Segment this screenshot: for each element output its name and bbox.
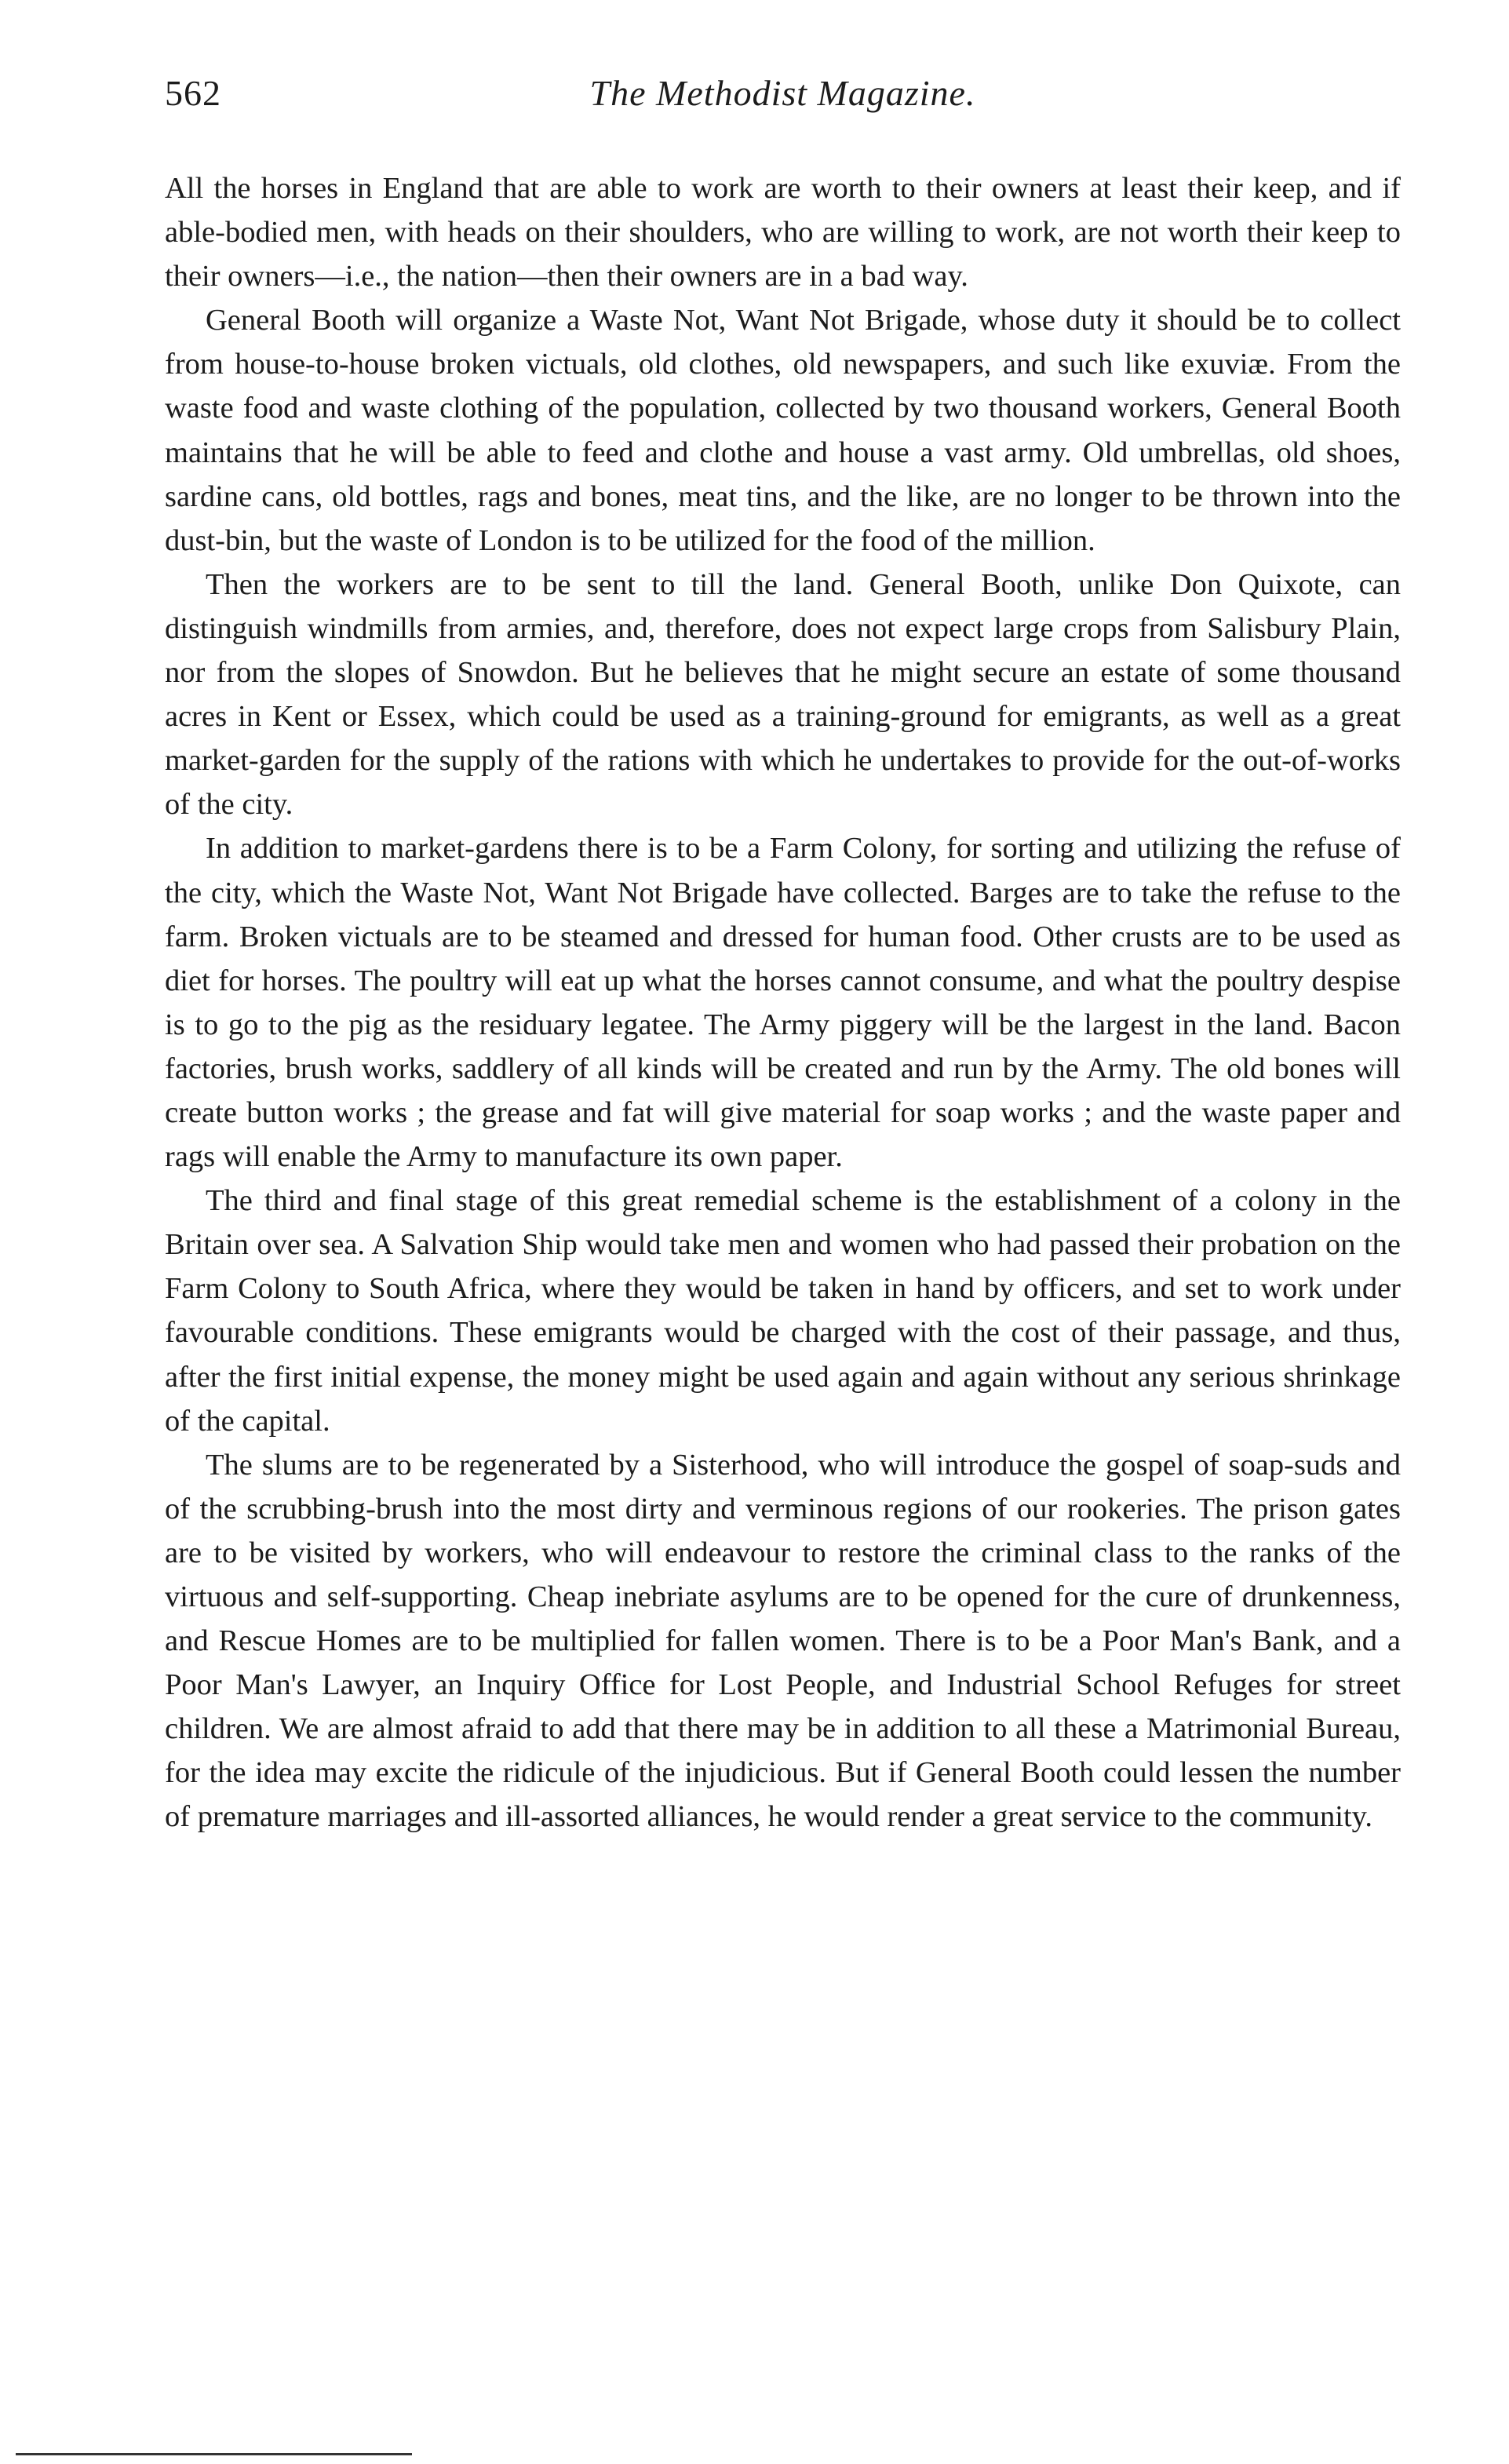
paragraph-6: The slums are to be regenerated by a Sisterhood, who will introduce the gospel of soap-suds and of the scrubbing-brush into the most dirty and verminous regions of our rookeries. The prison gates are to be visited by workers, who will endeavour to restore the criminal class to the ranks of the virtuous and self-supporting. Cheap inebriate asylums are to be opened for the cure of drunkenness, and Rescue Homes are to be multiplied for fallen women. There is to be a Poor Man's Bank, and a Poor Man's Lawyer, an Inquiry Office for Lost People, and Industrial School Refuges for street children. We are almost afraid to add that there may be in addition to all these a Matrimonial Bureau, for the idea may excite the ridicule of the injudicious. But if General Booth could lessen the number of premature marriages and ill-assorted alliances, he would render a great service to the community.: [165, 1448, 1401, 1834]
paragraph-4: In addition to market-gardens there is to be a Farm Colony, for sorting and utilizing the refuse of the city, which the Waste Not, Want Not Brigade have collected. Barges are to take the refuse to the farm. Broken victuals are to be steamed and dressed for human food. Other crusts are to be used as diet for horses. The poultry will eat up what the horses cannot consume, and what the poultry despise is to go to the pig as the residuary legatee. The Army piggery will be the largest in the land. Bacon factories, brush works, saddlery of all kinds will be created and run by the Army. The old bones will create button works ; the grease and fat will give material for soap works ; and the waste paper and rags will enable the Army to manufacture its own paper.: [165, 832, 1401, 1174]
footer-rule: [16, 2453, 412, 2455]
paragraph-3: Then the workers are to be sent to till the land. General Booth, unlike Don Quixote, can distinguish windmills from armies, and, therefore, does not expect large crops from Salisbury Plain, nor from the slopes of Snowdon. But he believes that he might secure an estate of some thousand acres in Kent or Essex, which could be used as a training-ground for emigrants, as well as a great market-garden for the supply of the rations with which he undertakes to provide for the out-of-works of the city.: [165, 567, 1401, 822]
paragraph-2: General Booth will organize a Waste Not, Want Not Brigade, whose duty it should be to collect from house-to-house broken victuals, old clothes, old newspapers, and such like exuviæ. From the waste food and waste clothing of the population, collected by two thousand workers, General Booth maintains that he will be able to feed and clothe and house a vast army. Old umbrellas, old shoes, sardine cans, old bottles, rags and bones, meat tins, and the like, are no longer to be thrown into the dust-bin, but the waste of London is to be utilized for the food of the million.: [165, 304, 1401, 557]
paragraph-5: The third and final stage of this great remedial scheme is the establishment of a colony in the Britain over sea. A Salvation Ship would take men and women who had passed their probation on the Farm Colony to South Africa, where they would be taken in hand by officers, and set to work under favourable conditions. These emigrants would be charged with the cost of their passage, and thus, after the first initial expense, the money might be used again and again without any serious shrinkage of the capital.: [165, 1184, 1401, 1438]
article-body: [165, 166, 1401, 1839]
paragraph-1: All the horses in England that are able to work are worth to their owners at least their keep, and if able-bodied men, with heads on their shoulders, who are willing to work, are not worth their keep to their owners—i.e., the nation—then their owners are in a bad way.: [165, 172, 1401, 293]
running-head: [165, 72, 1401, 119]
page-number: 562: [165, 73, 221, 113]
magazine-title: The Methodist Magazine.: [589, 73, 976, 113]
